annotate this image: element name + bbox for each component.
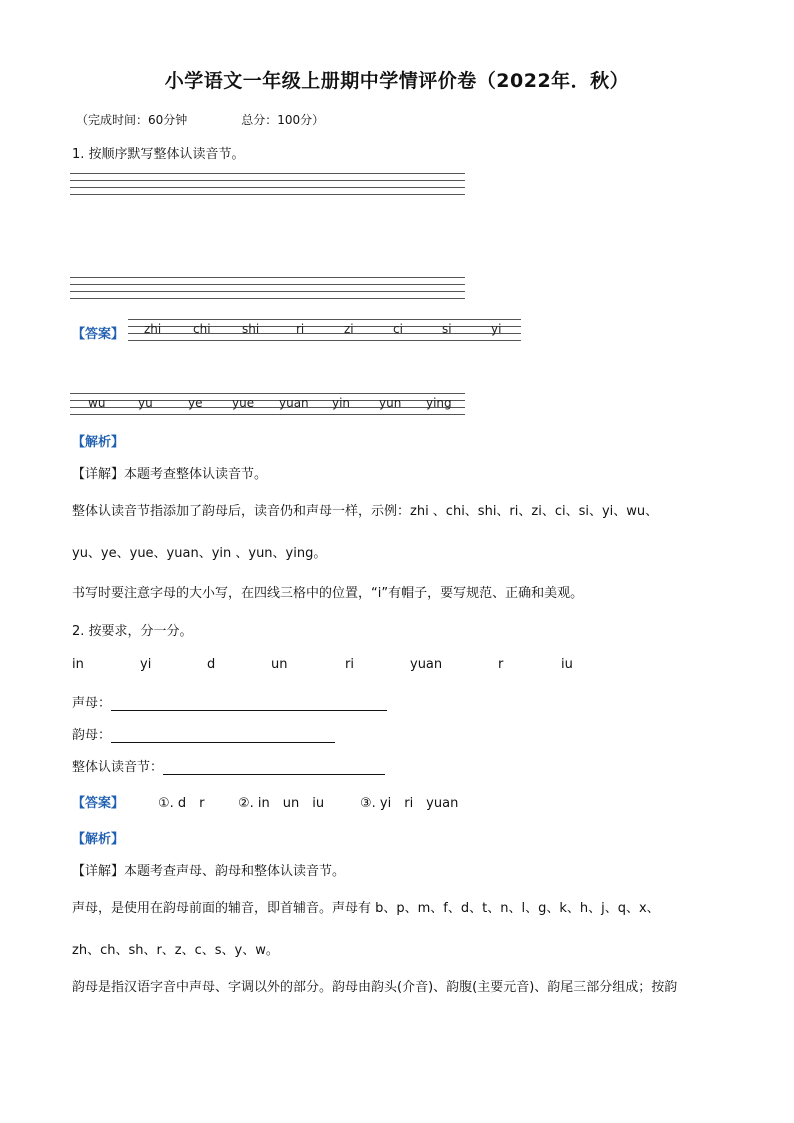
syllable: ri: [296, 322, 305, 336]
syllable: shi: [242, 322, 260, 336]
q1-analysis-label: 【解析】: [72, 435, 125, 450]
zhengti-blank[interactable]: [163, 760, 385, 775]
q2-item: yuan: [410, 657, 443, 672]
q1-detail: 【详解】本题考查整体认读音节。: [72, 467, 268, 482]
yunmu-blank[interactable]: [111, 728, 335, 743]
q1-explanation-3: 书写时要注意字母的大小写，在四线三格中的位置，“i”有帽子，要写规范、正确和美观。: [72, 586, 584, 601]
time-limit: （完成时间：60分钟: [76, 113, 188, 127]
q2-item: r: [498, 657, 504, 672]
syllable: ci: [393, 322, 403, 336]
syllable: yue: [232, 396, 255, 410]
q2-analysis-label: 【解析】: [72, 832, 125, 847]
syllable: yuan: [279, 396, 309, 410]
syllable: yu: [138, 396, 153, 410]
syllable: ying: [426, 396, 452, 410]
q2-detail: 【详解】本题考查声母、韵母和整体认读音节。: [72, 864, 346, 879]
q2-item: ri: [345, 657, 354, 672]
q2-item: in: [72, 657, 84, 672]
q2-explanation-1: 声母，是使用在韵母前面的辅音，即首辅音。声母有 b、p、m、f、d、t、n、l、g、k、h、j、q、x、: [72, 901, 660, 916]
total-score: 总分：100分）: [241, 113, 325, 127]
answer-zhengti: ③. yi ri yuan: [360, 796, 459, 811]
answer-shengmu: ①. d r: [158, 796, 205, 811]
q2-item: d: [207, 657, 216, 672]
yunmu-label: 韵母：: [72, 728, 112, 743]
syllable: yun: [379, 396, 402, 410]
q2-item: iu: [561, 657, 573, 672]
shengmu-blank[interactable]: [111, 696, 387, 711]
q2-item: yi: [140, 657, 152, 672]
page-title: 小学语文一年级上册期中学情评价卷（2022年．秋）: [164, 70, 630, 92]
q1-answer-label: 【答案】: [72, 327, 125, 342]
q1-answer-grid-2: [70, 393, 465, 415]
syllable: yin: [332, 396, 351, 410]
syllable: yi: [491, 322, 502, 336]
syllable: wu: [88, 396, 106, 410]
zhengti-row: [72, 756, 385, 775]
zhengti-label: 整体认读音节：: [72, 760, 164, 775]
shengmu-row: [72, 692, 387, 711]
q1-explanation-2: yu、ye、yue、yuan、yin 、yun、ying。: [72, 546, 327, 561]
q1-answer-grid-1: [128, 319, 521, 341]
q1-blank-grid-2[interactable]: [70, 277, 465, 299]
q2-answer-label: 【答案】: [72, 796, 125, 811]
yunmu-row: [72, 724, 335, 743]
shengmu-label: 声母：: [72, 696, 112, 711]
q1-blank-grid-1[interactable]: [70, 173, 465, 195]
exam-meta: [76, 111, 324, 128]
q2-answer: [158, 792, 464, 811]
q1-explanation-1: 整体认读音节指添加了韵母后，读音仍和声母一样，示例：zhi 、chi、shi、ri、zi、ci、si、yi、wu、: [72, 504, 659, 519]
syllable: ye: [188, 396, 203, 410]
q2-explanation-3: 韵母是指汉语字音中声母、字调以外的部分。韵母由韵头(介音)、韵腹(主要元音)、韵尾三部分组成；按韵: [72, 980, 678, 995]
syllable: zi: [344, 322, 354, 336]
answer-yunmu: ②. in un iu: [238, 796, 325, 811]
q2-explanation-2: zh、ch、sh、r、z、c、s、y、w。: [72, 943, 279, 958]
q2-item: un: [271, 657, 288, 672]
syllable: si: [442, 322, 452, 336]
syllable: chi: [193, 322, 211, 336]
q2-prompt: 2. 按要求，分一分。: [72, 624, 193, 639]
syllable: zhi: [144, 322, 162, 336]
q1-prompt: 1. 按顺序默写整体认读音节。: [72, 147, 245, 162]
